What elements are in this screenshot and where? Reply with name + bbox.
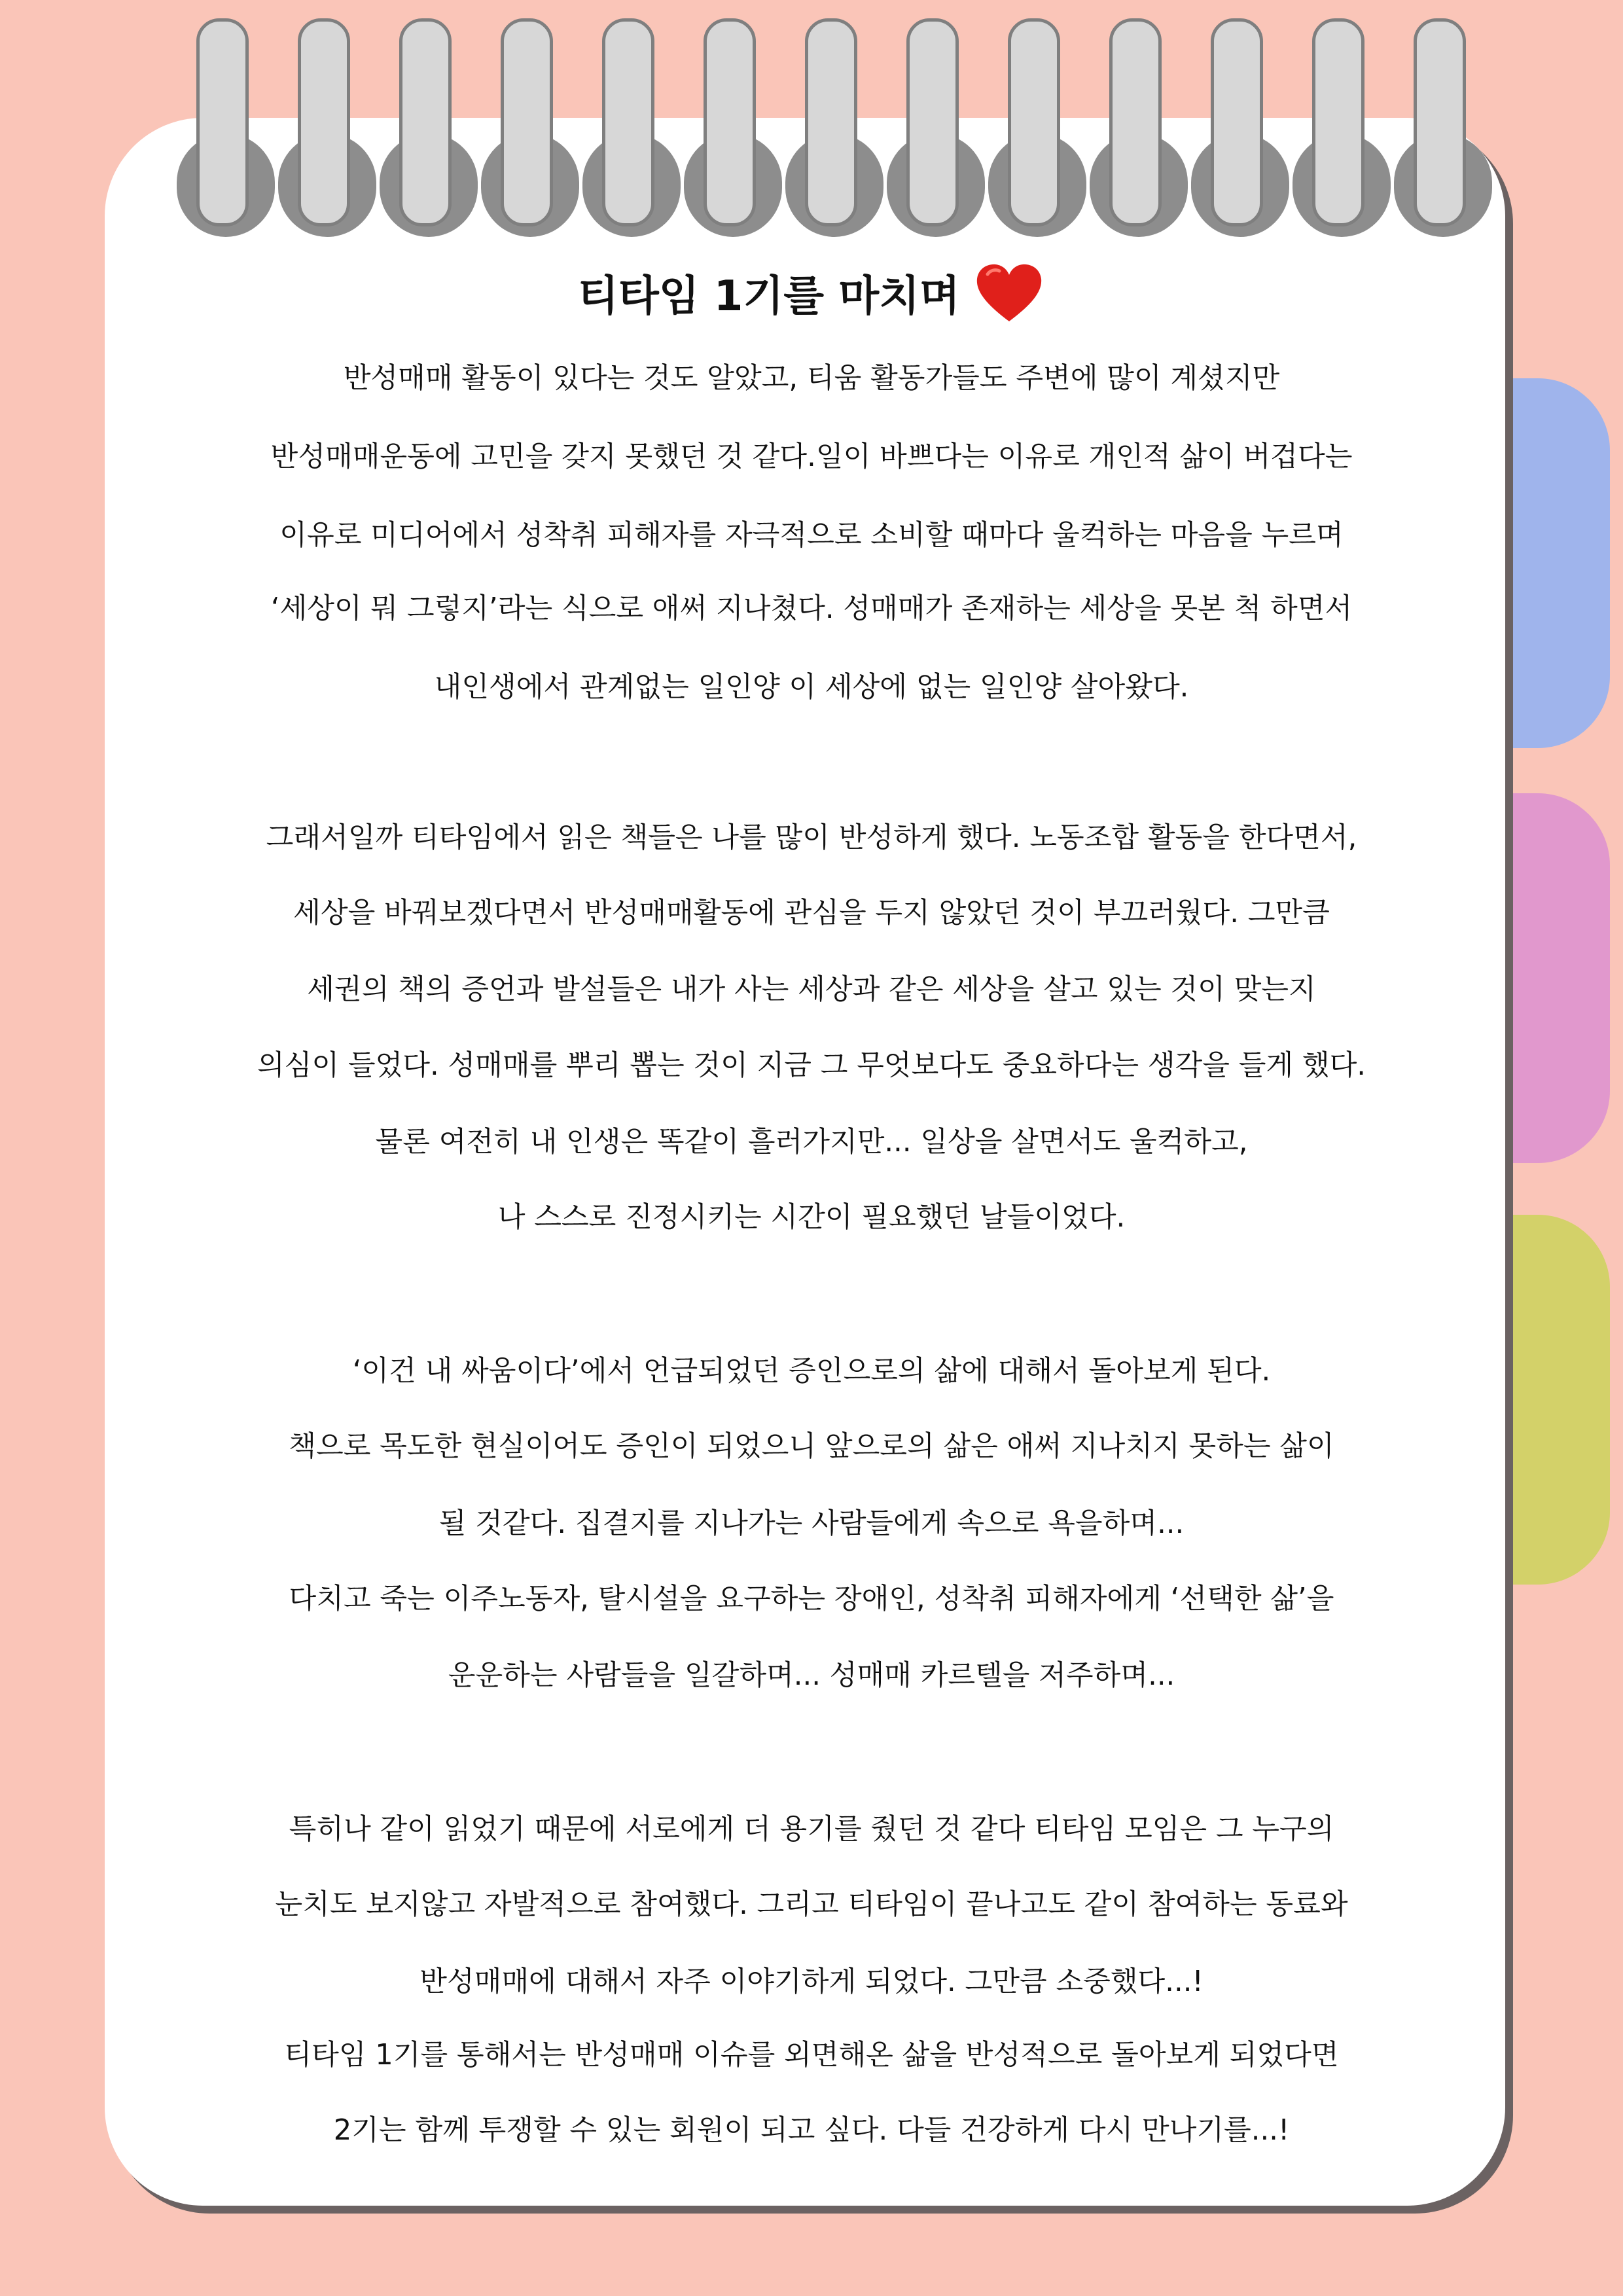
- spiral-ring: [177, 18, 275, 240]
- text-line: 다치고 죽는 이주노동자, 탈시설을 요구하는 장애인, 성착취 피해자에게 ‘선택한 삶’을: [289, 1583, 1334, 1615]
- ring-bar: [602, 18, 654, 226]
- spiral-ring: [1293, 18, 1391, 240]
- ring-bar: [805, 18, 857, 226]
- text-line: 될 것같다. 집결지를 지나가는 사람들에게 속으로 욕을하며...: [438, 1507, 1185, 1540]
- spiral-ring: [481, 18, 579, 240]
- ring-bar: [501, 18, 553, 226]
- text-line: 2기는 함께 투쟁할 수 있는 회원이 되고 싶다. 다들 건강하게 다시 만나기를...!: [333, 2114, 1290, 2147]
- ring-bar: [1211, 18, 1263, 226]
- spiral-ring: [278, 18, 376, 240]
- page-title-row: [0, 260, 1623, 332]
- text-line: 내인생에서 관계없는 일인양 이 세상에 없는 일인양 살아왔다.: [434, 671, 1189, 704]
- text-line: 티타임 1기를 통해서는 반성매매 이슈를 외면해온 삶을 반성적으로 돌아보게 되었다면: [284, 2039, 1339, 2072]
- text-line: 이유로 미디어에서 성착취 피해자를 자극적으로 소비할 때마다 울컥하는 마음을 누르며: [279, 519, 1344, 552]
- spiral-ring: [785, 18, 883, 240]
- text-line: 의심이 들었다. 성매매를 뿌리 뽑는 것이 지금 그 무엇보다도 중요하다는 생각을 들게 했다.: [257, 1049, 1366, 1082]
- spiral-ring: [1191, 18, 1289, 240]
- text-line: 나 스스로 진정시키는 시간이 필요했던 날들이었다.: [497, 1201, 1126, 1234]
- ring-bar: [906, 18, 959, 226]
- ring-bar: [704, 18, 756, 226]
- text-line: 책으로 목도한 현실이어도 증인이 되었으니 앞으로의 삶은 애써 지나치지 못하는 삶이: [289, 1430, 1334, 1463]
- text-line: 특히나 같이 읽었기 때문에 서로에게 더 용기를 줬던 것 같다 티타임 모임은 그 누구의: [289, 1813, 1334, 1846]
- spiral-ring: [1394, 18, 1492, 240]
- spiral-ring: [684, 18, 782, 240]
- text-line: ‘세상이 뭐 그렇지’라는 식으로 애써 지나쳤다. 성매매가 존재하는 세상을 못본 척 하면서: [270, 592, 1353, 625]
- spiral-ring: [582, 18, 681, 240]
- text-line: 물론 여전히 내 인생은 똑같이 흘러가지만... 일상을 살면서도 울컥하고,: [375, 1126, 1248, 1158]
- spiral-ring: [380, 18, 478, 240]
- text-line: 반성매매 활동이 있다는 것도 알았고, 티움 활동가들도 주변에 많이 계셨지만: [343, 362, 1280, 395]
- text-line: 눈치도 보지않고 자발적으로 참여했다. 그리고 티타임이 끝나고도 같이 참여하는 동료와: [275, 1888, 1348, 1921]
- text-line: 세상을 바꿔보겠다면서 반성매매활동에 관심을 두지 않았던 것이 부끄러웠다. 그만큼: [293, 897, 1330, 929]
- ring-bar: [399, 18, 452, 226]
- text-line: 반성매매에 대해서 자주 이야기하게 되었다. 그만큼 소중했다...!: [419, 1965, 1204, 1998]
- text-line: 운운하는 사람들을 일갈하며... 성매매 카르텔을 저주하며...: [448, 1659, 1175, 1692]
- text-line: 세권의 책의 증언과 발설들은 내가 사는 세상과 같은 세상을 살고 있는 것이 맞는지: [307, 973, 1316, 1006]
- heart-icon: [973, 261, 1045, 327]
- spiral-ring: [988, 18, 1086, 240]
- ring-bar: [1109, 18, 1162, 226]
- text-line: ‘이건 내 싸움이다’에서 언급되었던 증인으로의 삶에 대해서 돌아보게 된다.: [352, 1355, 1271, 1388]
- text-line: 반성매매운동에 고민을 갖지 못했던 것 같다.일이 바쁘다는 이유로 개인적 삶이 버겁다는: [270, 440, 1353, 473]
- ring-bar: [196, 18, 249, 226]
- ring-bar: [298, 18, 350, 226]
- ring-bar: [1312, 18, 1364, 226]
- spiral-ring: [1090, 18, 1188, 240]
- page-title: 티타임 1기를 마치며: [578, 272, 960, 321]
- spiral-ring: [887, 18, 985, 240]
- ring-bar: [1008, 18, 1060, 226]
- ring-bar: [1414, 18, 1466, 226]
- text-line: 그래서일까 티타임에서 읽은 책들은 나를 많이 반성하게 했다. 노동조합 활동을 한다면서,: [266, 821, 1357, 854]
